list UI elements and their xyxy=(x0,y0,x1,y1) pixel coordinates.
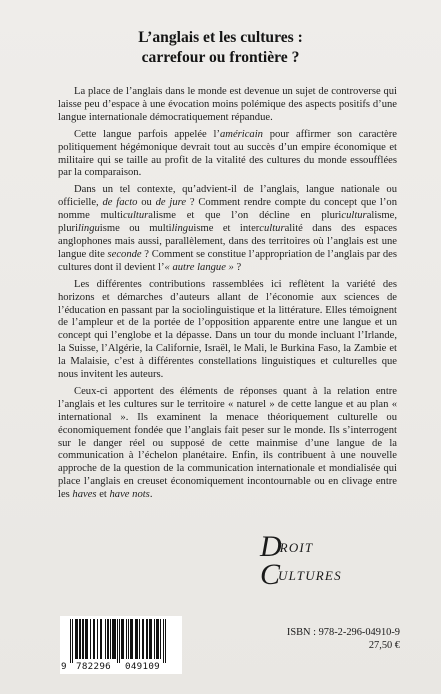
title-line-2: carrefour ou frontière ? xyxy=(141,49,300,66)
barcode-bars xyxy=(70,619,174,663)
text-run: ? Comment rendre compte du concept que l’on nomme multi xyxy=(58,197,397,222)
italic-run: lingu xyxy=(171,223,194,235)
text-run: isme et inter xyxy=(193,223,260,235)
italic-run: haves xyxy=(72,489,97,501)
text-run: pour affirmer son caractère politiquement hégémonique devrait tout au succès d’un empire économique et militaire qui se taille au profit de la vitalité des cultures du monde essoufflées par la comparaison. xyxy=(58,128,397,179)
barcode-bar xyxy=(146,619,148,659)
barcode-bar xyxy=(70,619,71,663)
barcode-group-2: 049109 xyxy=(125,661,160,672)
barcode-bar xyxy=(82,619,84,659)
barcode-bar xyxy=(139,619,140,659)
italic-run: « autre langue » xyxy=(164,261,234,273)
logo-line-cultures: CULTURES xyxy=(260,558,342,591)
barcode-bar xyxy=(105,619,106,659)
barcode-bar xyxy=(72,619,73,663)
barcode-bar xyxy=(126,619,127,659)
blurb-paragraph xyxy=(58,184,397,274)
italic-run: cultur xyxy=(259,223,285,235)
text-run: alisme et que l’on décline en pluri xyxy=(148,210,342,222)
barcode-bar xyxy=(165,619,166,663)
barcode-bar xyxy=(130,619,133,659)
barcode-group-1: 782296 xyxy=(76,661,111,672)
text-run: Cette langue parfois appelée l’ xyxy=(74,128,220,140)
barcode-bar xyxy=(154,619,155,659)
barcode-bar xyxy=(128,619,129,659)
text-run: . xyxy=(149,489,153,501)
barcode-bar xyxy=(90,619,91,659)
barcode-bar xyxy=(97,619,98,659)
text-run: et xyxy=(96,489,110,501)
barcode-lead-digit: 9 xyxy=(61,661,67,672)
barcode-bar xyxy=(100,619,102,659)
blurb-paragraph xyxy=(58,129,397,181)
text-run: ? xyxy=(233,261,242,273)
text-run: Ceux-ci apportent des éléments de réponses quant à la relation entre l’anglais et les cultures sur le territoire « naturel » de cette langue et au plan « international ». Ils examinent la menace théoriquement culturelle ou économiquement fondée que l’anglais fait peser sur le monde. Ils s’interrogent sur le danger réel ou supposé de cette mainmise d’une langue de la communication à l’échelon planétaire. Enfin, ils contribuent à une nouvelle approche de la question de la communication internationale et mondialisée qui place l’anglais en creuset économiquement incontournable ou en clivage entre les xyxy=(58,385,397,501)
barcode-bar xyxy=(135,619,138,659)
blurb-paragraph xyxy=(58,386,397,502)
barcode-bar xyxy=(142,619,144,659)
italic-run: de facto xyxy=(102,197,138,209)
barcode-bar xyxy=(121,619,124,659)
barcode-bar xyxy=(110,619,111,659)
isbn-barcode xyxy=(60,616,182,674)
italic-run: cultur xyxy=(341,210,367,222)
barcode-bar xyxy=(79,619,81,659)
blurb-paragraph xyxy=(58,86,397,125)
text-run: alité dans des espaces anglophones mais aussi, parallèlement, dans des territoires où l’anglais est une langue dite xyxy=(58,223,397,260)
isbn-block xyxy=(260,626,400,652)
barcode-bar xyxy=(156,619,159,659)
text-run: alisme, pluri xyxy=(58,210,397,235)
text-run: ou xyxy=(137,197,156,209)
barcode-bar xyxy=(149,619,152,659)
barcode-bar xyxy=(85,619,88,659)
text-run: La place de l’anglais dans le monde est devenue un sujet de controverse qui laisse peu d’espace à une évocation moins polémique des aspects positifs d’une langue internationale démocratiquement répandue. xyxy=(58,86,397,123)
italic-run: seconde xyxy=(107,248,142,260)
barcode-bar xyxy=(163,619,164,663)
text-run: Les différentes contributions rassemblées ici reflètent la variété des horizons et démarches d’auteurs allant de l’économie aux sciences de l’éducation en passant par la sociolinguistique et la littérature. Elles témoignent de l’ampleur et de la portée de l’opposition apparente entre une langue et un concept qui l’englobe et la dépasse. Dans un tour du monde incluant l’Irlande, la Suisse, l’Algérie, la Californie, Israël, le Mali, le Burkina Faso, la Zambie et la Malaisie, c’est à différentes constellations linguistiques et culturelles que nous invitent les auteurs. xyxy=(58,278,397,381)
italic-run: de jure xyxy=(155,197,187,209)
title-line-1: L’anglais et les cultures : xyxy=(138,29,303,46)
blurb-text xyxy=(58,86,397,506)
barcode-bar xyxy=(93,619,95,659)
barcode-bar xyxy=(160,619,161,659)
barcode-bar xyxy=(117,619,118,663)
book-title xyxy=(0,28,441,68)
isbn-number: ISBN : 978-2-296-04910-9 xyxy=(286,627,400,638)
blurb-paragraph xyxy=(58,279,397,382)
droit-cultures-logo xyxy=(256,530,366,591)
barcode-bar xyxy=(107,619,109,659)
barcode-bar xyxy=(75,619,78,659)
italic-run: cultur xyxy=(122,210,149,222)
logo-line-droit: DROIT xyxy=(260,530,314,563)
text-run: ? Comment se constitue l’appropriation de l’anglais par des cultures dont il devient l’ xyxy=(58,248,398,273)
italic-run: américain xyxy=(220,128,263,140)
text-run: Dans un tel contexte, qu’advient-il de l’anglais, langue nationale ou officielle, xyxy=(58,184,397,209)
italic-run: lingu xyxy=(78,223,100,235)
barcode-bar xyxy=(112,619,116,659)
italic-run: have nots xyxy=(109,489,150,501)
text-run: isme ou multi xyxy=(99,223,172,235)
price: 27,50 € xyxy=(368,640,400,651)
barcode-bar xyxy=(119,619,120,663)
